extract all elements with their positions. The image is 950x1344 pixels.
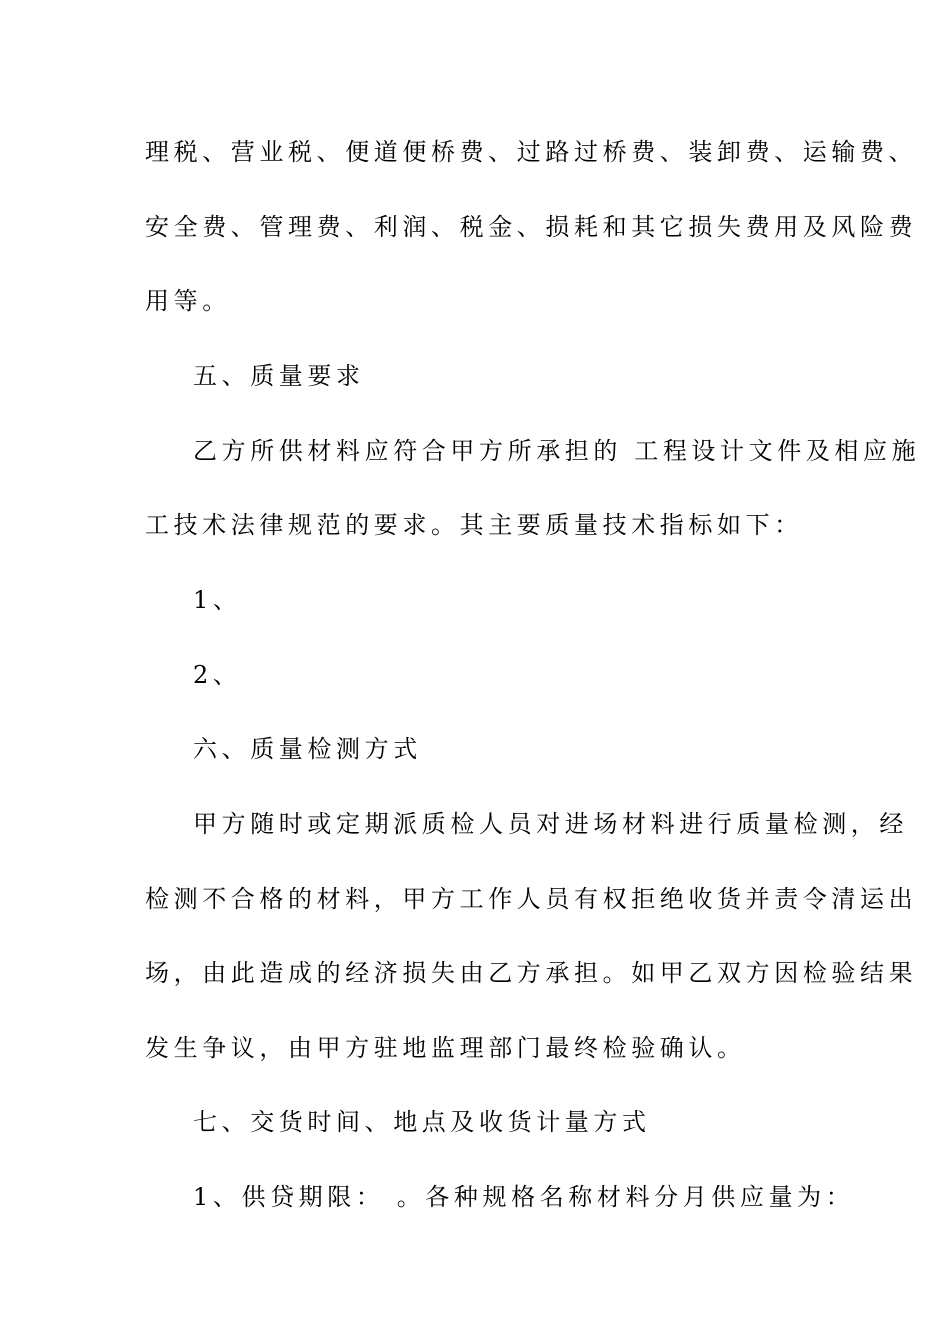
paragraph-line: 工技术法律规范的要求。其主要质量技术指标如下：	[145, 511, 803, 539]
paragraph-line: 甲方随时或定期派质检人员对进场材料进行质量检测，经	[193, 810, 908, 838]
paragraph-line: 场，由此造成的经济损失由乙方承担。如甲乙双方因检验结果	[145, 959, 918, 987]
list-item-2: 2、	[193, 661, 242, 689]
paragraph-line: 用等。	[145, 287, 231, 315]
section-heading-quality-requirements: 五、质量要求	[193, 362, 365, 390]
paragraph-line: 检测不合格的材料，甲方工作人员有权拒绝收货并责令清运出	[145, 885, 918, 913]
list-item-1: 1、	[193, 586, 242, 614]
section-heading-delivery: 七、交货时间、地点及收货计量方式	[193, 1108, 651, 1136]
paragraph-line: 乙方所供材料应符合甲方所承担的 工程设计文件及相应施	[193, 437, 921, 465]
paragraph-line: 1、供贷期限： 。各种规格名称材料分月供应量为：	[193, 1183, 855, 1211]
paragraph-line: 安全费、管理费、利润、税金、损耗和其它损失费用及风险费	[145, 213, 918, 241]
paragraph-line: 发生争议，由甲方驻地监理部门最终检验确认。	[145, 1034, 746, 1062]
paragraph-line: 理税、营业税、便道便桥费、过路过桥费、装卸费、运输费、	[145, 138, 918, 166]
section-heading-quality-inspection: 六、质量检测方式	[193, 735, 422, 763]
